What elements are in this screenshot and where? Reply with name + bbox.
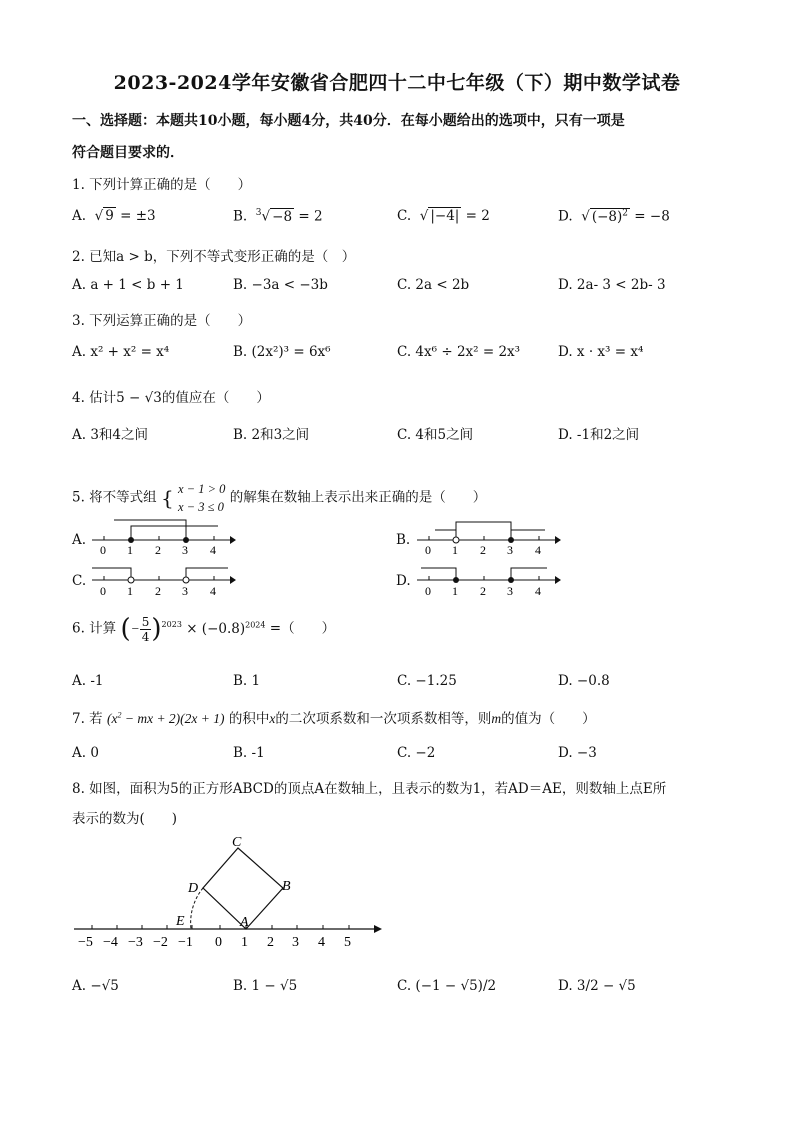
question-6-stem: 6. 计算 (− $\frac{5}{4}$ )$^{2023} \times (-0.8)^{2024}$ =（ ） (72, 614, 336, 644)
q5d-tick-0: 0 (425, 584, 431, 598)
q5a-tick-3: 3 (182, 543, 188, 556)
q8-option-d[interactable]: D. 3/2 − √5 (558, 978, 636, 994)
q7-stem-suffix2: 的二次项系数和一次项系数相等，则 (275, 711, 492, 727)
q5b-tick-4: 4 (535, 543, 541, 556)
q7-option-a[interactable]: A. 0 (72, 745, 99, 761)
q5c-tick-4: 4 (210, 584, 216, 598)
q5c-tick-1: 1 (127, 584, 133, 598)
q6-option-d[interactable]: D. −0.8 (558, 673, 610, 689)
q3-option-b[interactable]: B. (2x²)³ = 6x⁶ (233, 344, 331, 360)
q6-option-a[interactable]: A. -1 (72, 673, 104, 689)
q8-label-e: E (176, 914, 185, 929)
q7-option-d[interactable]: D. −3 (558, 745, 597, 761)
q4-option-d[interactable]: D. -1和2之间 (558, 427, 640, 443)
q5-system-line2: x − 3 ≤ 0 (178, 500, 224, 514)
exam-title: 2023-2024学年安徽省合肥四十二中七年级（下）期中数学试卷 (113, 72, 681, 94)
q1-option-b[interactable]: B. $^3$√ −8 = 2 (233, 208, 323, 225)
question-1-stem: 1. 下列计算正确的是（ ） (72, 177, 252, 193)
q5-numberline-b (413, 516, 563, 556)
q1-option-c[interactable]: C. √ |−4| = 2 (397, 208, 490, 224)
q5a-tick-0: 0 (100, 543, 106, 556)
q5b-tick-1: 1 (452, 543, 458, 556)
question-8-stem-line2: 表示的数为( ) (72, 811, 178, 827)
q5d-tick-3: 3 (507, 584, 513, 598)
q5b-tick-3: 3 (507, 543, 513, 556)
q5d-tick-4: 4 (535, 584, 541, 598)
q2-option-d[interactable]: D. 2a- 3 < 2b- 3 (558, 277, 666, 293)
q5a-tick-1: 1 (127, 543, 133, 556)
q5-option-c[interactable]: C. (72, 573, 87, 589)
q8-option-a[interactable]: A. −√5 (72, 978, 119, 994)
q8-tick-m3: −3 (128, 935, 143, 950)
q8-tick-m5: −5 (78, 935, 93, 950)
q8-tick-m1: −1 (178, 935, 193, 950)
q8-tick-m4: −4 (103, 935, 118, 950)
q6-option-c[interactable]: C. −1.25 (397, 673, 457, 689)
question-4-stem: 4. 估计5 − √3的值应在（ ） (72, 390, 270, 406)
q8-figure (68, 830, 388, 955)
q8-label-b: B (282, 879, 291, 894)
q8-label-a: A (240, 915, 249, 930)
q5a-tick-2: 2 (155, 543, 161, 556)
q8-tick-2: 2 (267, 935, 274, 950)
q3-option-c[interactable]: C. 4x⁶ ÷ 2x² = 2x³ (397, 344, 521, 360)
q7-stem-suffix3: 的值为（ ） (501, 711, 596, 727)
q8-tick-5: 5 (344, 935, 351, 950)
question-3-stem: 3. 下列运算正确的是（ ） (72, 313, 252, 329)
q8-tick-4: 4 (318, 935, 325, 950)
q5-numberline-a (88, 516, 238, 556)
q5c-tick-3: 3 (182, 584, 188, 598)
q8-tick-0: 0 (215, 935, 222, 950)
q5b-tick-2: 2 (480, 543, 486, 556)
q8-tick-m2: −2 (153, 935, 168, 950)
q8-option-c[interactable]: C. (−1 − √5)/2 (397, 978, 497, 994)
q5d-tick-2: 2 (480, 584, 486, 598)
q7-stem-suffix: 的积中 (228, 711, 270, 727)
q1-option-d[interactable]: D. √ $(-8)^2 = -8$ (558, 208, 670, 225)
q4-option-a[interactable]: A. 3和4之间 (72, 427, 149, 443)
q1-option-a-text: √ 9 = ±3 (94, 208, 156, 224)
q8-label-c: C (232, 835, 242, 850)
question-7-stem: 7. 若 ($x^2$ − mx + 2)(2x + 1) 的积中x的二次项系数和一次项系数相等，则m的值为（ ） (72, 710, 596, 727)
q2-option-a[interactable]: A. a + 1 < b + 1 (72, 277, 184, 293)
question-5-stem: 5. 将不等式组 { x − 1 > 0 x − 3 ≤ 0 的解集在数轴上表示出来正确的是（ ） (72, 482, 487, 514)
q1-option-a[interactable]: A. √ 9 = ±3 (72, 208, 156, 224)
q2-option-c[interactable]: C. 2a < 2b (397, 277, 470, 293)
q5-stem-prefix: 5. 将不等式组 (72, 489, 157, 506)
q5a-tick-4: 4 (210, 543, 216, 556)
q2-option-b[interactable]: B. −3a < −3b (233, 277, 328, 293)
q3-option-a[interactable]: A. x² + x² = x⁴ (72, 344, 170, 360)
q6-stem-suffix: =（ ） (269, 620, 336, 637)
question-8-stem-line1: 8. 如图，面积为5的正方形ABCD的顶点A在数轴上，且表示的数为1，若AD＝AE，则数轴上点E所 (72, 781, 667, 797)
q4-option-b[interactable]: B. 2和3之间 (233, 427, 310, 443)
q7-option-b[interactable]: B. -1 (233, 745, 265, 761)
q5-option-b[interactable]: B. (396, 532, 411, 548)
q8-option-b[interactable]: B. 1 − √5 (233, 978, 298, 994)
question-2-stem: 2. 已知a > b，下列不等式变形正确的是（ ） (72, 249, 356, 265)
q8-tick-3: 3 (292, 935, 299, 950)
q5-option-d[interactable]: D. (396, 573, 411, 589)
q5c-tick-0: 0 (100, 584, 106, 598)
q8-tick-1: 1 (241, 935, 248, 950)
q8-label-d: D (188, 881, 199, 896)
q5c-tick-2: 2 (155, 584, 161, 598)
q5-system-line1: x − 1 > 0 (178, 482, 226, 496)
q5-numberline-c (88, 558, 238, 598)
q7-stem-prefix: 7. 若 (72, 711, 103, 727)
q5d-tick-1: 1 (452, 584, 458, 598)
q3-option-d[interactable]: D. x · x³ = x⁴ (558, 344, 644, 360)
q5-option-a[interactable]: A. (72, 532, 87, 548)
q5b-tick-0: 0 (425, 543, 431, 556)
section-heading-line1: 一、选择题：本题共10小题，每小题4分，共40分．在每小题给出的选项中，只有一项是 (72, 113, 625, 129)
q7-option-c[interactable]: C. −2 (397, 745, 436, 761)
q5-numberline-d (413, 558, 563, 598)
q4-option-c[interactable]: C. 4和5之间 (397, 427, 474, 443)
section-heading-line2: 符合题目要求的． (72, 145, 184, 161)
q6-option-b[interactable]: B. 1 (233, 673, 261, 689)
q6-stem-prefix: 6. 计算 (72, 620, 117, 637)
q5-stem-suffix: 的解集在数轴上表示出来正确的是（ ） (229, 489, 487, 506)
